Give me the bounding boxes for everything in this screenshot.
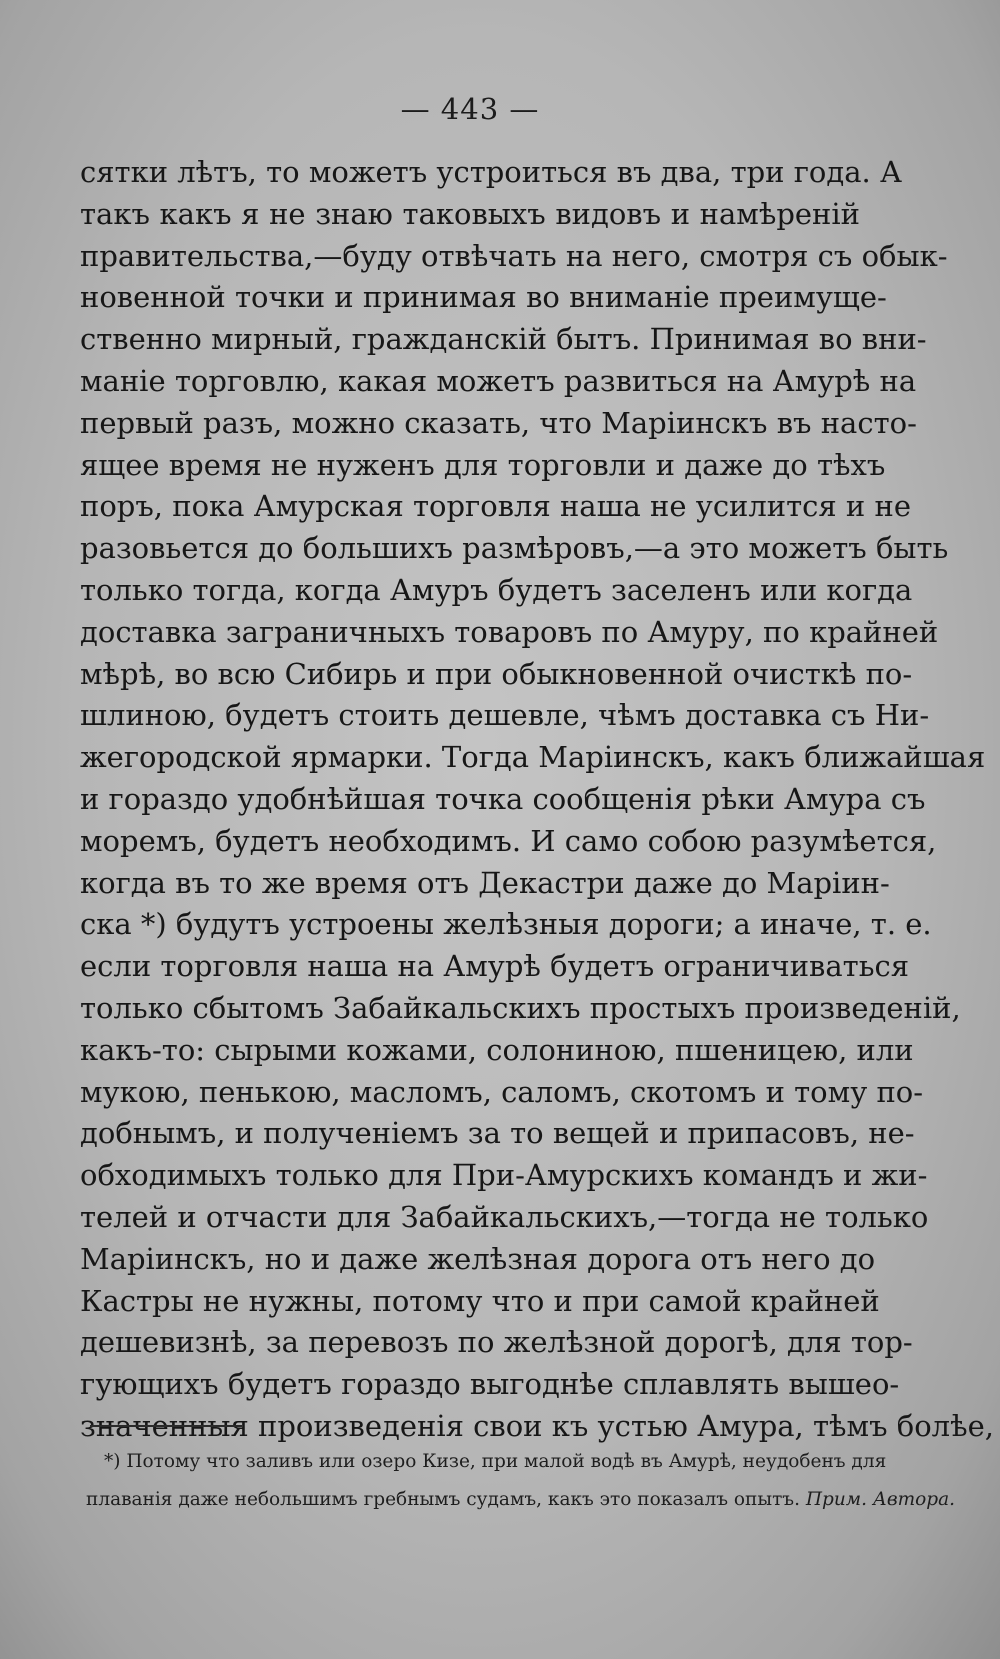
author-note: Прим. Автора. [805,1489,956,1510]
text-line: добнымъ, и полученiемъ за то вещей и припасовъ, не- [80,1116,915,1151]
text-line: и гораздо удобнѣйшая точка сообщенiя рѣки Амура съ [80,781,926,816]
text-line: ящее время не нуженъ для торговли и даже до тѣхъ [80,447,886,482]
text-line: доставка заграничныхъ товаровъ по Амуру, по крайней [80,614,939,649]
text-line: Марiинскъ, но и даже желѣзная дорога отъ него до [80,1241,876,1276]
text-line: ственно мирный, гражданскiй бытъ. Принимая во вни- [80,322,927,357]
footnote-text: плаванiя даже небольшимъ гребнымъ судамъ, какъ это показалъ опытъ. [86,1489,800,1510]
text-line: когда въ то же время отъ Декастри даже до Марiин- [80,865,890,900]
body-text [80,152,994,1448]
text-line: телей и отчасти для Забайкальскихъ,—тогда не только [80,1199,929,1234]
text-line: такъ какъ я не знаю таковыхъ видовъ и намѣренiй [80,196,860,231]
text-line: шлиною, будетъ стоить дешевле, чѣмъ доставка съ Ни- [80,698,930,733]
text-line: первый разъ, можно сказать, что Марiинскъ въ насто- [80,405,917,440]
text-line: только сбытомъ Забайкальскихъ простыхъ произведенiй, [80,990,961,1025]
text-line: разовьется до большихъ размѣровъ,—а это можетъ быть [80,531,949,566]
text-line: дешевизнѣ, за перевозъ по желѣзной дорогѣ, для тор- [80,1325,913,1360]
text-line: мѣрѣ, во всю Сибирь и при обыкновенной очисткѣ по- [80,656,913,691]
text-line: мукою, пенькою, масломъ, саломъ, скотомъ и тому по- [80,1074,924,1109]
text-line: обходимыхъ только для При-Амурскихъ командъ и жи- [80,1158,928,1193]
text-line: только тогда, когда Амуръ будетъ заселенъ или когда [80,572,913,607]
footnote-line [86,1481,956,1519]
footnote-divider [90,1425,242,1427]
text-line: Кастры не нужны, потому что и при самой крайней [80,1283,880,1318]
text-line: если торговля наша на Амурѣ будетъ ограничиваться [80,949,910,984]
text-line: жегородской ярмарки. Тогда Марiинскъ, какъ ближайшая [80,740,986,775]
text-line: новенной точки и принимая во вниманiе преимуще- [80,280,887,315]
text-line: гующихъ будетъ гораздо выгоднѣе сплавлять вышео- [80,1367,900,1402]
text-line: правительства,—буду отвѣчать на него, смотря съ обык- [80,238,948,273]
text-line: какъ-то: сырыми кожами, солониною, пшеницею, или [80,1032,914,1067]
text-line: поръ, пока Амурская торговля наша не усилится и не [80,489,911,524]
text-line: значенныя произведенiя свои къ устью Амура, тѣмъ болѣе, [80,1408,994,1443]
text-line: моремъ, будетъ необходимъ. И само собою разумѣется, [80,823,937,858]
text-line: манiе торговлю, какая можетъ развиться на Амурѣ на [80,363,917,398]
footnote [86,1443,956,1519]
text-line: ска *) будутъ устроены желѣзныя дороги; а иначе, т. е. [80,907,932,942]
text-line: сятки лѣтъ, то можетъ устроиться въ два, три года. А [80,155,902,189]
page-number: — 443 — [400,92,540,126]
footnote-line: *) Потому что заливъ или озеро Кизе, при малой водѣ въ Амурѣ, неудобенъ для [104,1451,887,1472]
